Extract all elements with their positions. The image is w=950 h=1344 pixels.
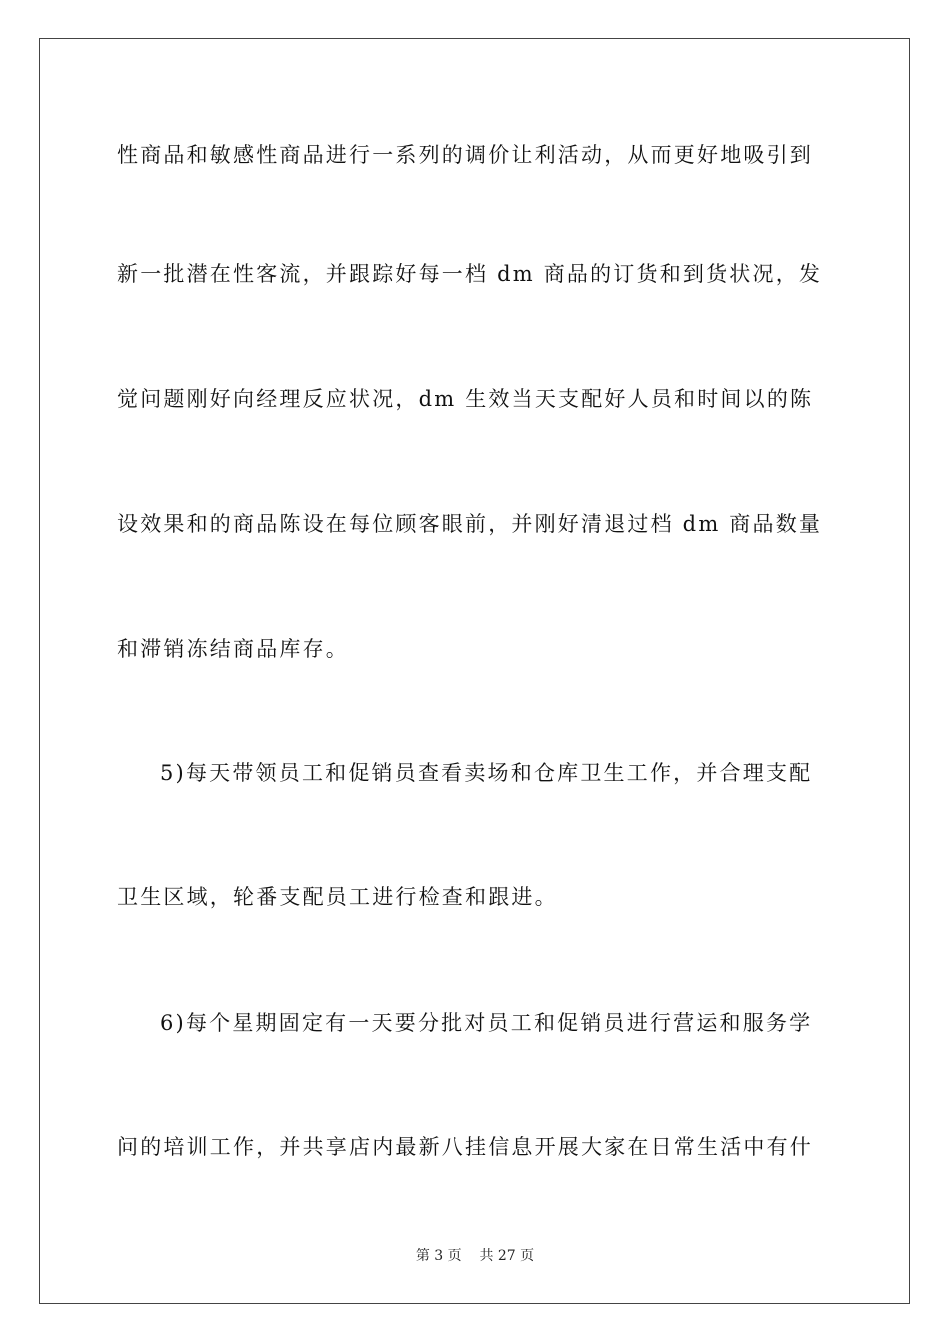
body-line-5: 和滞销冻结商品库存。: [117, 637, 349, 661]
body-line-1: 性商品和敏感性商品进行一系列的调价让利活动，从而更好地吸引到: [117, 143, 813, 167]
paragraph-6-line-1: 6)每个星期固定有一天要分批对员工和促销员进行营运和服务学: [160, 1011, 813, 1035]
paragraph-5-line-1: 5)每天带领员工和促销员查看卖场和仓库卫生工作，并合理支配: [160, 761, 813, 785]
page-border: [39, 38, 910, 1304]
body-line-3: 觉问题刚好向经理反应状况，dm 生效当天支配好人员和时间以的陈: [117, 387, 814, 411]
paragraph-6-line-2: 问的培训工作，并共享店内最新八挂信息开展大家在日常生活中有什: [117, 1135, 813, 1159]
page-footer: [0, 1246, 950, 1266]
body-line-2: 新一批潜在性客流，并跟踪好每一档 dm 商品的订货和到货状况，发: [117, 262, 823, 286]
page-total: 共 27 页: [479, 1248, 535, 1264]
paragraph-5-line-2: 卫生区域，轮番支配员工进行检查和跟进。: [117, 885, 558, 909]
body-line-4: 设效果和的商品陈设在每位顾客眼前，并刚好清退过档 dm 商品数量: [117, 512, 823, 536]
page-number: 第 3 页: [415, 1248, 462, 1264]
